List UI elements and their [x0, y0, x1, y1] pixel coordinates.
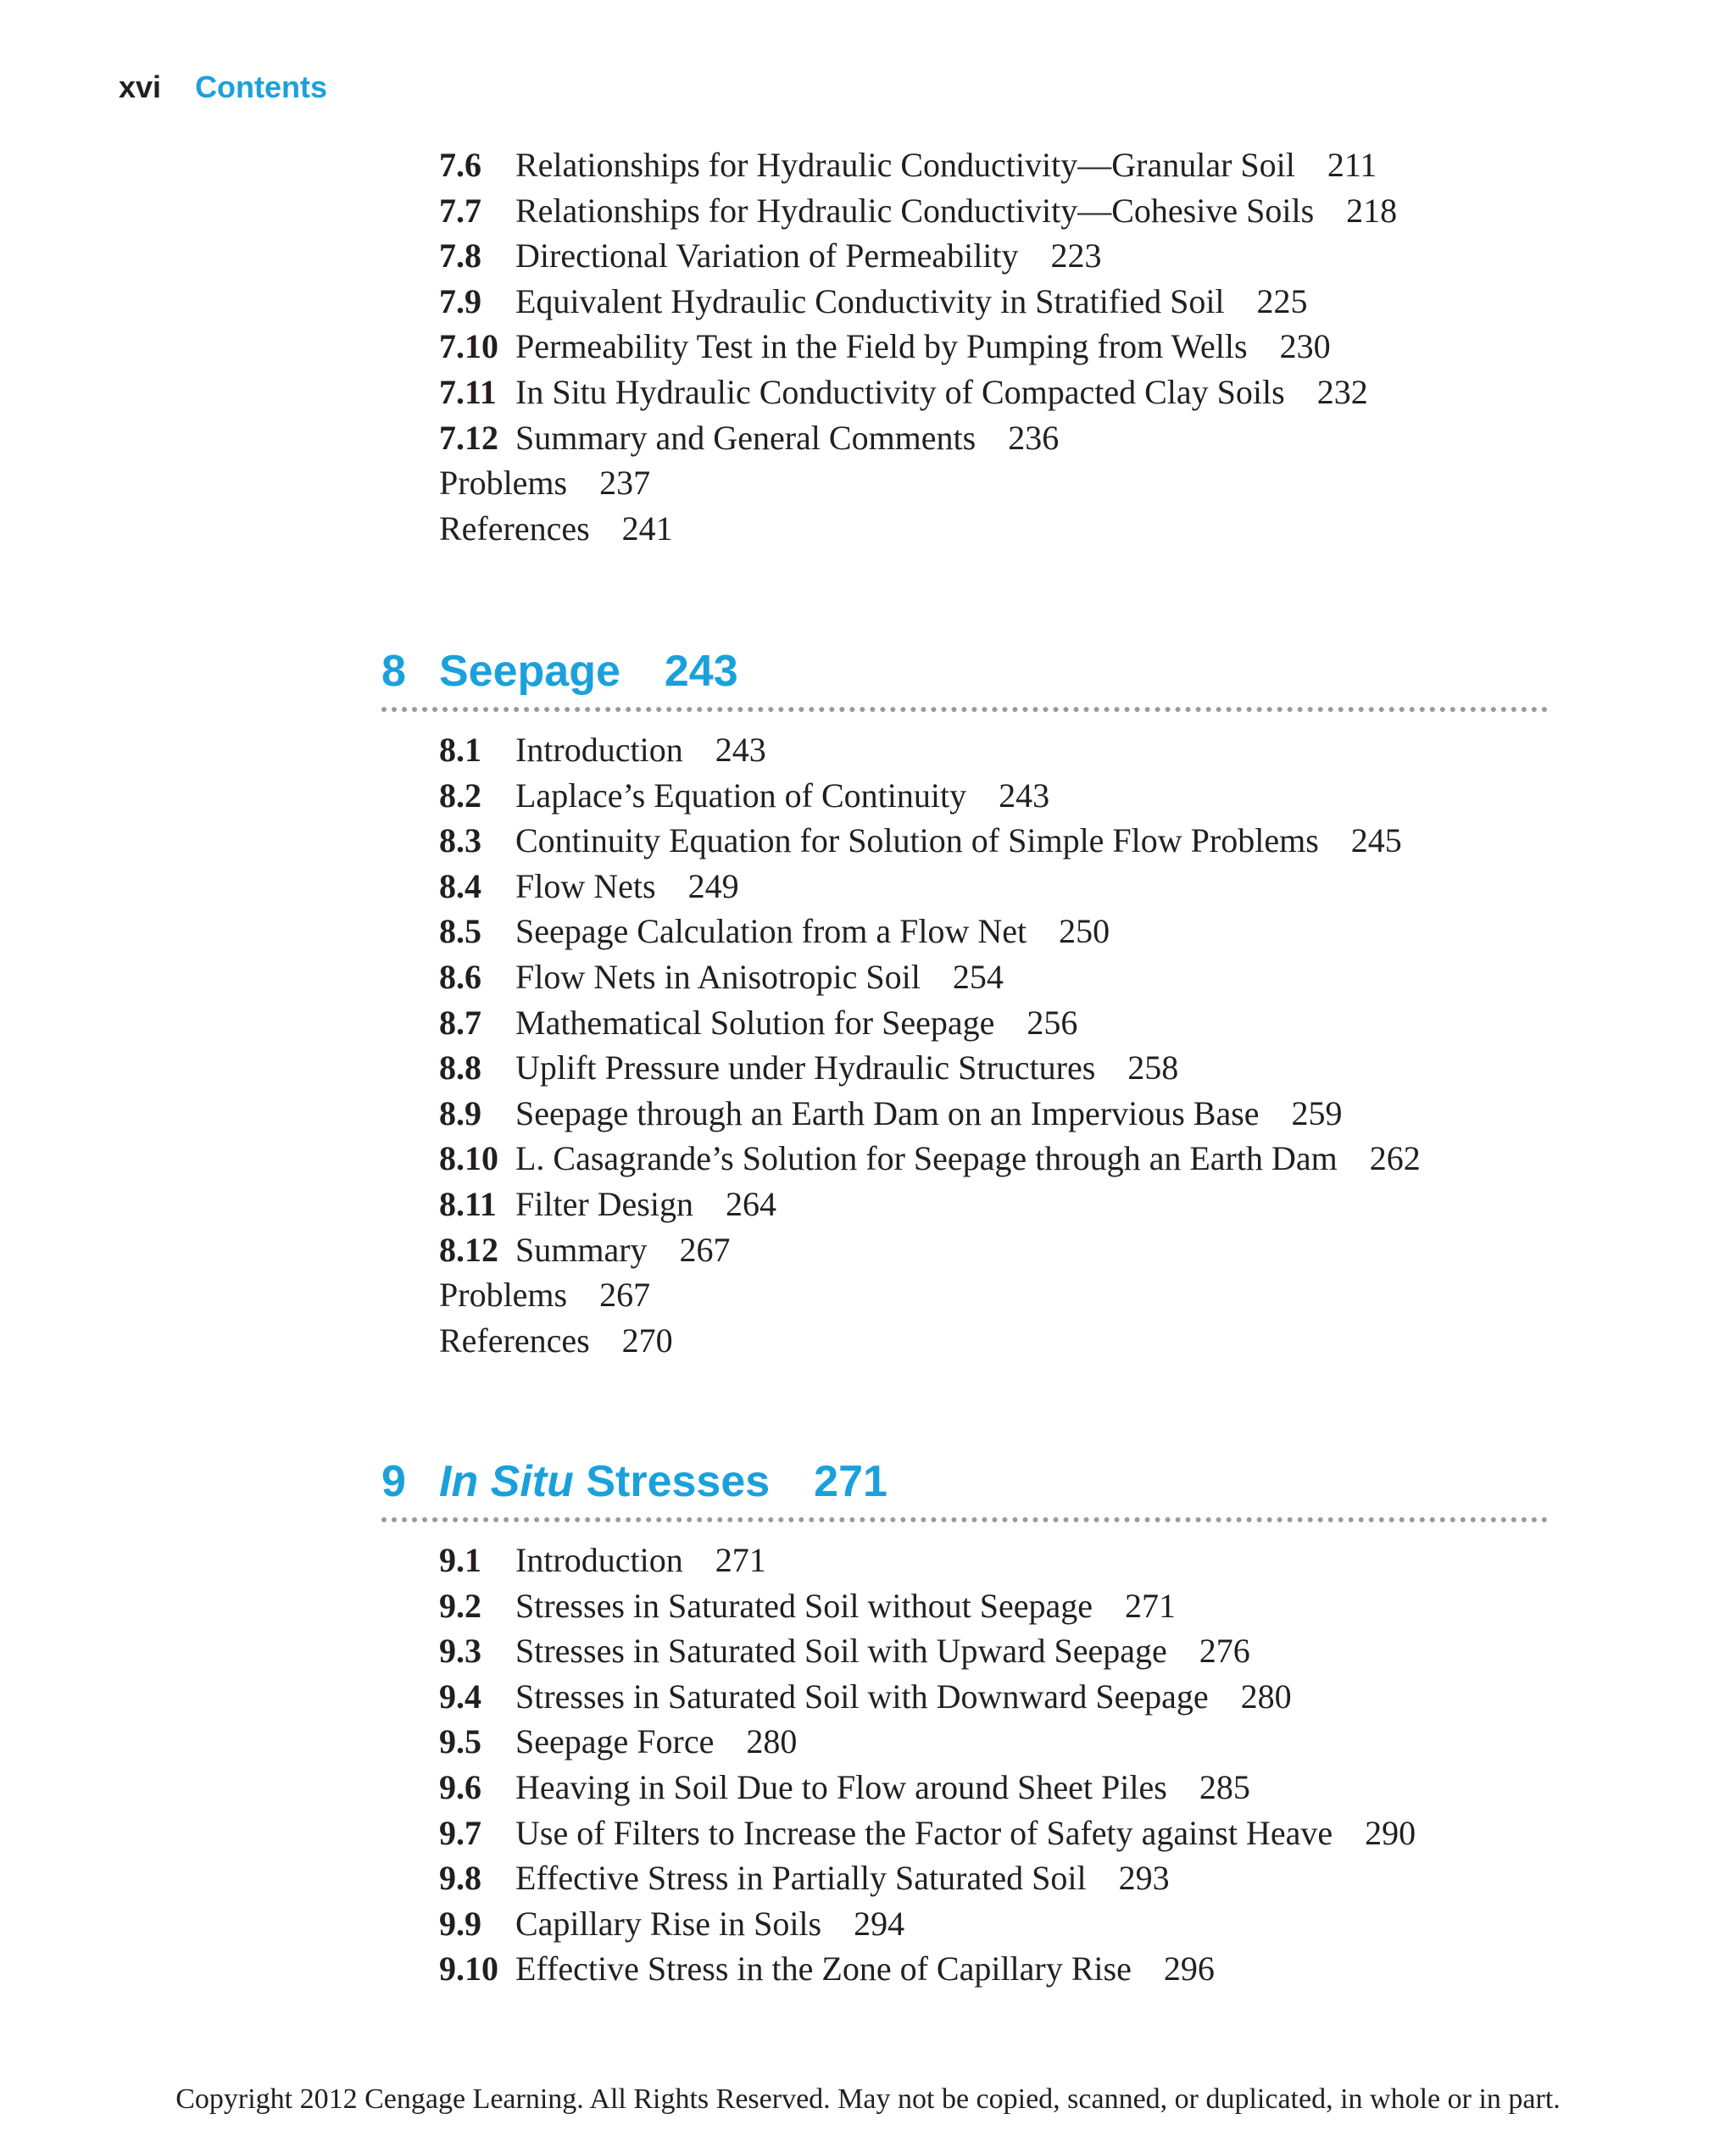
toc-entry-page: 243 — [715, 731, 766, 769]
toc-entry-number: 9.10 — [439, 1950, 498, 1988]
toc-entry-title: References — [439, 509, 590, 548]
toc-entry — [439, 1045, 1421, 1091]
toc-entry-page: 280 — [1240, 1677, 1292, 1716]
toc-entry-title: Use of Filters to Increase the Factor of Safety against Heave — [515, 1813, 1333, 1852]
toc-entry — [439, 415, 1397, 461]
chapter-8-dotted-rule — [381, 707, 1548, 712]
toc-entry-number: 8.3 — [439, 821, 481, 860]
toc-entry-number: 7.12 — [439, 418, 498, 457]
toc-entry-number: 9.7 — [439, 1813, 481, 1852]
toc-entry-number: 9.4 — [439, 1677, 481, 1716]
toc-entry — [439, 818, 1421, 864]
toc-entry-page: 243 — [999, 776, 1050, 815]
toc-entry-number: 8.8 — [439, 1048, 481, 1087]
toc-entry-title: Relationships for Hydraulic Conductivity—Cohesive Soils — [515, 191, 1315, 230]
chapter-9-page: 271 — [814, 1457, 887, 1506]
toc-entry — [439, 864, 1421, 909]
toc-entry-title: Introduction — [515, 1541, 683, 1579]
toc-entry-page: 254 — [952, 957, 1004, 996]
toc-entry-page: 237 — [599, 464, 651, 503]
toc-entry — [439, 1901, 1416, 1947]
toc-entry-number: 9.9 — [439, 1904, 481, 1943]
toc-entry-page: 250 — [1059, 912, 1110, 951]
toc-entry-page: 290 — [1365, 1813, 1416, 1852]
toc-entry — [439, 1674, 1416, 1720]
toc-entry-number: 8.9 — [439, 1093, 481, 1132]
toc-entry-title: Permeability Test in the Field by Pumping from Wells — [515, 327, 1248, 366]
toc-entry-number: 9.8 — [439, 1859, 481, 1898]
toc-entry-title: Stresses in Saturated Soil with Upward Seepage — [515, 1632, 1167, 1671]
toc-entry-title: Flow Nets in Anisotropic Soil — [515, 957, 921, 996]
chapter-9-entries — [439, 1538, 1416, 1992]
toc-entry-title: Relationships for Hydraulic Conductivity—Granular Soil — [515, 146, 1295, 184]
chapter-8-number: 8 — [381, 647, 406, 696]
toc-entry-page: 256 — [1027, 1003, 1078, 1042]
toc-entry-title: Continuity Equation for Solution of Simple Flow Problems — [515, 821, 1319, 860]
chapter-8-title: Seepage — [439, 647, 620, 696]
toc-entry — [439, 233, 1397, 279]
toc-entry-title: Seepage Force — [515, 1722, 715, 1761]
toc-entry-page: 230 — [1279, 327, 1331, 366]
toc-entry — [439, 460, 1397, 506]
toc-entry — [439, 142, 1397, 188]
toc-entry-title: Effective Stress in the Zone of Capillary Rise — [515, 1950, 1132, 1988]
toc-entry-number: 8.10 — [439, 1139, 498, 1178]
toc-entry — [439, 1719, 1416, 1765]
toc-entry — [439, 909, 1421, 954]
toc-entry-page: 245 — [1350, 821, 1402, 860]
toc-entry-title: Seepage Calculation from a Flow Net — [515, 912, 1027, 951]
toc-entry-page: 267 — [599, 1276, 651, 1315]
toc-entry-title: Summary — [515, 1230, 648, 1269]
toc-entry-page: 258 — [1127, 1048, 1179, 1087]
toc-entry-number: 8.2 — [439, 776, 481, 815]
toc-entry-number: 7.11 — [439, 372, 497, 411]
toc-entry-number: 8.4 — [439, 866, 481, 905]
toc-entry-page: 262 — [1369, 1139, 1421, 1178]
toc-entry-number: 9.3 — [439, 1632, 481, 1671]
toc-entry — [439, 1227, 1421, 1273]
toc-entry-number: 9.1 — [439, 1541, 481, 1579]
running-head — [119, 70, 327, 105]
toc-entry-page: 241 — [621, 509, 673, 548]
toc-entry — [439, 1765, 1416, 1810]
toc-entry — [439, 506, 1397, 552]
toc-entry-page: 232 — [1316, 372, 1368, 411]
toc-entry — [439, 1000, 1421, 1046]
toc-entry-title: Introduction — [515, 731, 683, 769]
toc-entry-number: 8.11 — [439, 1184, 497, 1223]
toc-entry-page: 271 — [1125, 1586, 1177, 1625]
chapter-8-heading — [381, 646, 1548, 697]
toc-entry-page: 264 — [725, 1184, 776, 1223]
chapter-9-title-italic: In Situ — [439, 1457, 574, 1506]
toc-entry-number: 8.1 — [439, 731, 481, 769]
chapter-8-page: 243 — [664, 647, 738, 696]
toc-entry-title: Equivalent Hydraulic Conductivity in Stratified Soil — [515, 281, 1225, 320]
toc-entry — [439, 370, 1397, 415]
toc-entry-number: 8.5 — [439, 912, 481, 951]
toc-entry-number: 9.2 — [439, 1586, 481, 1625]
toc-entry — [439, 1946, 1416, 1992]
toc-entry — [439, 1538, 1416, 1583]
toc-entry-page: 249 — [687, 866, 739, 905]
toc-entry — [439, 954, 1421, 1000]
toc-entry-page: 294 — [854, 1904, 905, 1943]
toc-entry — [439, 1136, 1421, 1182]
toc-entry-title: Problems — [439, 464, 568, 503]
toc-entry — [439, 1628, 1416, 1674]
toc-entry — [439, 1182, 1421, 1227]
toc-entry-title: Problems — [439, 1276, 568, 1315]
chapter-9-dotted-rule — [381, 1517, 1548, 1522]
toc-entry-page: 280 — [746, 1722, 798, 1761]
toc-entry-page: 285 — [1199, 1767, 1250, 1806]
copyright-notice: Copyright 2012 Cengage Learning. All Rights Reserved. May not be copied, scanned, or duplicated, in whole or in part. — [175, 2083, 1561, 2115]
toc-entry-number: 7.6 — [439, 146, 481, 184]
toc-entry-title: Stresses in Saturated Soil with Downward Seepage — [515, 1677, 1209, 1716]
toc-entry-page: 271 — [715, 1541, 766, 1579]
toc-entry-title: Seepage through an Earth Dam on an Impervious Base — [515, 1093, 1260, 1132]
toc-entry — [439, 1272, 1421, 1318]
toc-entry-title: Directional Variation of Permeability — [515, 236, 1019, 275]
toc-entry-number: 7.7 — [439, 191, 481, 230]
toc-entry — [439, 773, 1421, 819]
toc-entry-page: 223 — [1050, 236, 1102, 275]
toc-entry-page: 225 — [1256, 281, 1308, 320]
chapter-7-entries — [439, 142, 1397, 551]
running-head-section: Contents — [195, 70, 328, 104]
toc-entry-number: 8.12 — [439, 1230, 498, 1269]
toc-entry-title: Capillary Rise in Soils — [515, 1904, 822, 1943]
toc-entry-title: Filter Design — [515, 1184, 693, 1223]
toc-entry-page: 293 — [1118, 1859, 1170, 1898]
toc-entry-number: 7.10 — [439, 327, 498, 366]
toc-entry-number: 8.6 — [439, 957, 481, 996]
chapter-9-title-rest: Stresses — [586, 1457, 771, 1506]
toc-entry-page: 259 — [1291, 1093, 1343, 1132]
toc-entry-number: 9.5 — [439, 1722, 481, 1761]
page-folio: xvi — [119, 70, 162, 104]
toc-entry-title: Effective Stress in Partially Saturated Soil — [515, 1859, 1087, 1898]
toc-entry-title: References — [439, 1321, 590, 1360]
toc-entry-page: 218 — [1346, 191, 1398, 230]
toc-entry-page: 270 — [621, 1321, 673, 1360]
toc-entry — [439, 1855, 1416, 1901]
toc-entry-number: 9.6 — [439, 1767, 481, 1806]
toc-entry-page: 267 — [679, 1230, 731, 1269]
toc-entry — [439, 279, 1397, 325]
toc-entry-title: Flow Nets — [515, 866, 656, 905]
toc-entry-title: Summary and General Comments — [515, 418, 976, 457]
toc-entry — [439, 1091, 1421, 1137]
toc-entry-page: 211 — [1327, 146, 1377, 184]
toc-entry-title: L. Casagrande’s Solution for Seepage through an Earth Dam — [515, 1139, 1338, 1178]
toc-entry — [439, 188, 1397, 234]
toc-entry-page: 276 — [1199, 1632, 1250, 1671]
toc-entry-title: In Situ Hydraulic Conductivity of Compacted Clay Soils — [515, 372, 1285, 411]
toc-entry — [439, 1318, 1421, 1364]
toc-entry-title: Mathematical Solution for Seepage — [515, 1003, 995, 1042]
toc-entry — [439, 727, 1421, 773]
toc-entry-number: 8.7 — [439, 1003, 481, 1042]
toc-entry-title: Uplift Pressure under Hydraulic Structures — [515, 1048, 1096, 1087]
chapter-9-number: 9 — [381, 1457, 406, 1506]
chapter-9-heading — [381, 1456, 1548, 1507]
toc-entry — [439, 324, 1397, 370]
toc-entry-number: 7.8 — [439, 236, 481, 275]
toc-entry-page: 236 — [1008, 418, 1060, 457]
toc-entry — [439, 1583, 1416, 1629]
toc-entry-title: Heaving in Soil Due to Flow around Sheet Piles — [515, 1767, 1167, 1806]
toc-entry-page: 296 — [1163, 1950, 1215, 1988]
toc-entry — [439, 1810, 1416, 1856]
toc-entry-title: Stresses in Saturated Soil without Seepage — [515, 1586, 1093, 1625]
toc-entry-number: 7.9 — [439, 281, 481, 320]
chapter-8-entries — [439, 727, 1421, 1363]
toc-entry-title: Laplace’s Equation of Continuity — [515, 776, 967, 815]
